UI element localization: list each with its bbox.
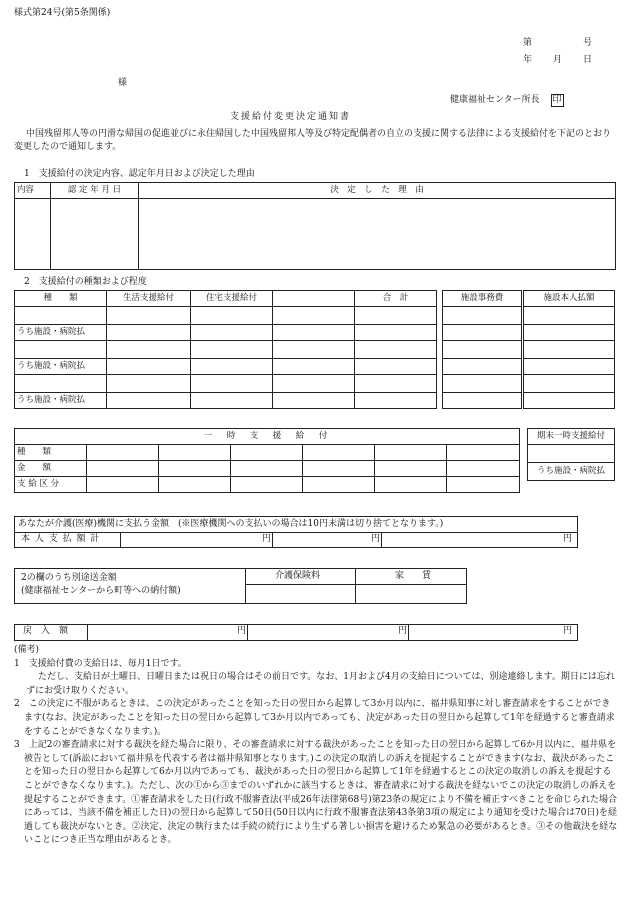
separate-box bbox=[14, 568, 467, 604]
note-1b: ただし、支給日が土曜日、日曜日または祝日の場合はその前日です。なお、1月および4月の支給日については、別途連絡します。期日には忘れずにお受け取りください。 bbox=[26, 672, 615, 696]
cell bbox=[159, 477, 231, 493]
row-type: 種 類 bbox=[15, 445, 87, 461]
separate-label2: (健康福祉センターから町等への納付額) bbox=[21, 586, 181, 596]
cell bbox=[375, 445, 447, 461]
divider bbox=[15, 532, 577, 533]
divider bbox=[245, 569, 246, 603]
col-insurance: 介護保険料 bbox=[275, 571, 321, 581]
divider bbox=[120, 532, 121, 547]
issuer bbox=[450, 94, 564, 107]
cell bbox=[273, 393, 355, 409]
col-facility: 施設事務費 bbox=[443, 291, 522, 307]
section1-heading: 1 支援給付の決定内容、認定年月日および決定した理由 bbox=[24, 169, 255, 179]
cell bbox=[447, 461, 520, 477]
temporary-side-table bbox=[527, 428, 615, 481]
cell bbox=[191, 325, 273, 341]
cell bbox=[524, 325, 615, 341]
cell bbox=[355, 393, 437, 409]
cell bbox=[107, 359, 191, 375]
number-go: 号 bbox=[583, 38, 593, 48]
col-self: 施設本人払額 bbox=[524, 291, 615, 307]
cell bbox=[15, 375, 107, 393]
cell bbox=[107, 393, 191, 409]
date-day: 日 bbox=[583, 55, 593, 65]
col-blank bbox=[273, 291, 355, 307]
side-title: 期末一時支援給付 bbox=[528, 429, 615, 445]
yen: 円 bbox=[371, 534, 381, 544]
col-content: 内容 bbox=[15, 183, 51, 199]
issuer-name: 健康福祉センター所長 bbox=[450, 95, 540, 105]
notes-heading: (備考) bbox=[14, 645, 40, 655]
payment-label: 本 人 支 払 額 計 bbox=[21, 534, 101, 544]
cell bbox=[191, 375, 273, 393]
payment-note: あなたが介護(医療)機関に支払う金額 (※医療機関への支払いの場合は10円未満は切り捨てとなります。) bbox=[18, 519, 444, 529]
payment-box bbox=[14, 516, 578, 548]
cell bbox=[447, 445, 520, 461]
yen: 円 bbox=[237, 626, 247, 636]
cell bbox=[87, 477, 159, 493]
cell bbox=[15, 307, 107, 325]
seal-mark: 印 bbox=[551, 94, 564, 107]
document-title: 支援給付変更決定通知書 bbox=[230, 112, 352, 122]
cell-date bbox=[51, 199, 139, 270]
cell bbox=[443, 375, 522, 393]
cell bbox=[191, 393, 273, 409]
yen: 円 bbox=[398, 626, 408, 636]
cell bbox=[273, 341, 355, 359]
section1-table bbox=[14, 182, 616, 270]
date-month: 月 bbox=[553, 55, 563, 65]
section2-heading: 2 支援給付の種類および程度 bbox=[24, 277, 147, 287]
cell bbox=[191, 359, 273, 375]
refund-label: 戻 入 額 bbox=[23, 626, 69, 636]
separate-label1: 2の欄のうち別途送金額 bbox=[21, 573, 117, 583]
yen: 円 bbox=[262, 534, 272, 544]
col-date: 認 定 年 月 日 bbox=[51, 183, 139, 199]
cell bbox=[87, 445, 159, 461]
row-label: うち施設・病院払 bbox=[15, 393, 107, 409]
form-number: 様式第24号(第5条関係) bbox=[14, 8, 111, 18]
cell bbox=[107, 375, 191, 393]
cell bbox=[107, 341, 191, 359]
divider bbox=[381, 532, 382, 547]
divider bbox=[408, 625, 409, 640]
cell bbox=[273, 325, 355, 341]
cell bbox=[303, 445, 375, 461]
addressee-sama: 様 bbox=[118, 78, 128, 88]
cell bbox=[355, 341, 437, 359]
cell bbox=[443, 341, 522, 359]
col-reason: 決 定 し た 理 由 bbox=[139, 183, 616, 199]
cell bbox=[273, 375, 355, 393]
cell bbox=[443, 359, 522, 375]
intro-text: 中国残留邦人等の円滑な帰国の促進並びに永住帰国した中国残留邦人等及び特定配偶者の自立の支援に関する法律による支援給付を下記のとおり変更したので通知します。 bbox=[14, 129, 612, 152]
yen: 円 bbox=[563, 534, 573, 544]
col-rent: 家 賃 bbox=[395, 571, 432, 581]
cell bbox=[159, 445, 231, 461]
divider bbox=[87, 625, 88, 640]
col-housing: 住宅支援給付 bbox=[191, 291, 273, 307]
cell bbox=[107, 307, 191, 325]
row-amount: 金 額 bbox=[15, 461, 87, 477]
cell bbox=[524, 307, 615, 325]
section2-self-table bbox=[523, 290, 615, 409]
number-dai: 第 bbox=[523, 38, 533, 48]
temporary-table bbox=[14, 428, 520, 493]
note-1a: 1 支援給付費の支給日は、毎月1日です。 bbox=[14, 658, 187, 669]
temporary-title: 一 時 支 援 給 付 bbox=[15, 429, 520, 445]
col-living: 生活支援給付 bbox=[107, 291, 191, 307]
date-year: 年 bbox=[523, 55, 533, 65]
divider bbox=[272, 532, 273, 547]
cell bbox=[443, 325, 522, 341]
cell bbox=[303, 477, 375, 493]
side-row: うち施設・病院払 bbox=[528, 463, 615, 481]
cell bbox=[15, 341, 107, 359]
cell bbox=[355, 359, 437, 375]
cell bbox=[524, 341, 615, 359]
cell bbox=[375, 461, 447, 477]
col-type: 種 類 bbox=[15, 291, 107, 307]
cell bbox=[231, 445, 303, 461]
cell bbox=[355, 325, 437, 341]
cell-content bbox=[15, 199, 51, 270]
divider bbox=[247, 625, 248, 640]
row-label: うち施設・病院払 bbox=[15, 325, 107, 341]
refund-box bbox=[14, 624, 578, 641]
cell bbox=[231, 461, 303, 477]
cell bbox=[443, 393, 522, 409]
cell bbox=[524, 393, 615, 409]
yen: 円 bbox=[563, 626, 573, 636]
cell bbox=[107, 325, 191, 341]
row-label: うち施設・病院払 bbox=[15, 359, 107, 375]
notes bbox=[14, 644, 618, 848]
cell bbox=[443, 307, 522, 325]
cell bbox=[87, 461, 159, 477]
cell bbox=[528, 445, 615, 463]
section2-table bbox=[14, 290, 522, 409]
col-total: 合 計 bbox=[355, 291, 437, 307]
divider bbox=[355, 569, 356, 603]
cell bbox=[273, 307, 355, 325]
row-category: 支 給 区 分 bbox=[15, 477, 87, 493]
note-3: 3 上記2の審査請求に対する裁決を経た場合に限り、その審査請求に対する裁決があったことを知った日の翌日から起算して6か月以内に、福井県を被告として(訴訟において福井県を代表する者は福井県知事となります。)この決定の取消しの訴えを提起することができます(なお、裁決があったことを知った日の翌日から起算して6か月以内であっても、裁決があった日の翌日から起算して1年を経過するとこの決定の取消しの訴えを提起することができなくなります。)。ただし、次の①から③までのいずれかに該当するときは、審査請求に対する裁決を経ないでこの決定の取消しの訴えを提起することができます。①審査請求をした日(行政不服審査法(平成26年法律第68号)第23条の規定により不備を補正すべきことを命じられた場合にあっては、当該不備を補正した日)の翌日から起算して50日(50日以内に行政不服審査法第43条第3項の規定により通知を受けた場合は70日)を経過しても裁決がないとき。②決定、決定の執行または手続の続行により生ずる著しい損害を避けるため緊急の必要があるとき。③その他裁決を経ないことにつき正当な理由があるとき。 bbox=[14, 740, 618, 846]
cell bbox=[191, 341, 273, 359]
cell bbox=[191, 307, 273, 325]
cell bbox=[524, 359, 615, 375]
cell bbox=[273, 359, 355, 375]
cell bbox=[355, 307, 437, 325]
cell bbox=[524, 375, 615, 393]
cell bbox=[375, 477, 447, 493]
cell bbox=[447, 477, 520, 493]
cell bbox=[355, 375, 437, 393]
cell-reason bbox=[139, 199, 616, 270]
cell bbox=[159, 461, 231, 477]
cell bbox=[303, 461, 375, 477]
cell bbox=[231, 477, 303, 493]
note-2: 2 この決定に不服があるときは、この決定があったことを知った日の翌日から起算して3か月以内に、福井県知事に対し審査請求をすることができます(なお、決定があったことを知った日の翌日から起算して3か月以内であっても、決定があった日の翌日から起算して1年を経過すると審査請求をすることができなくなります。)。 bbox=[14, 699, 615, 737]
